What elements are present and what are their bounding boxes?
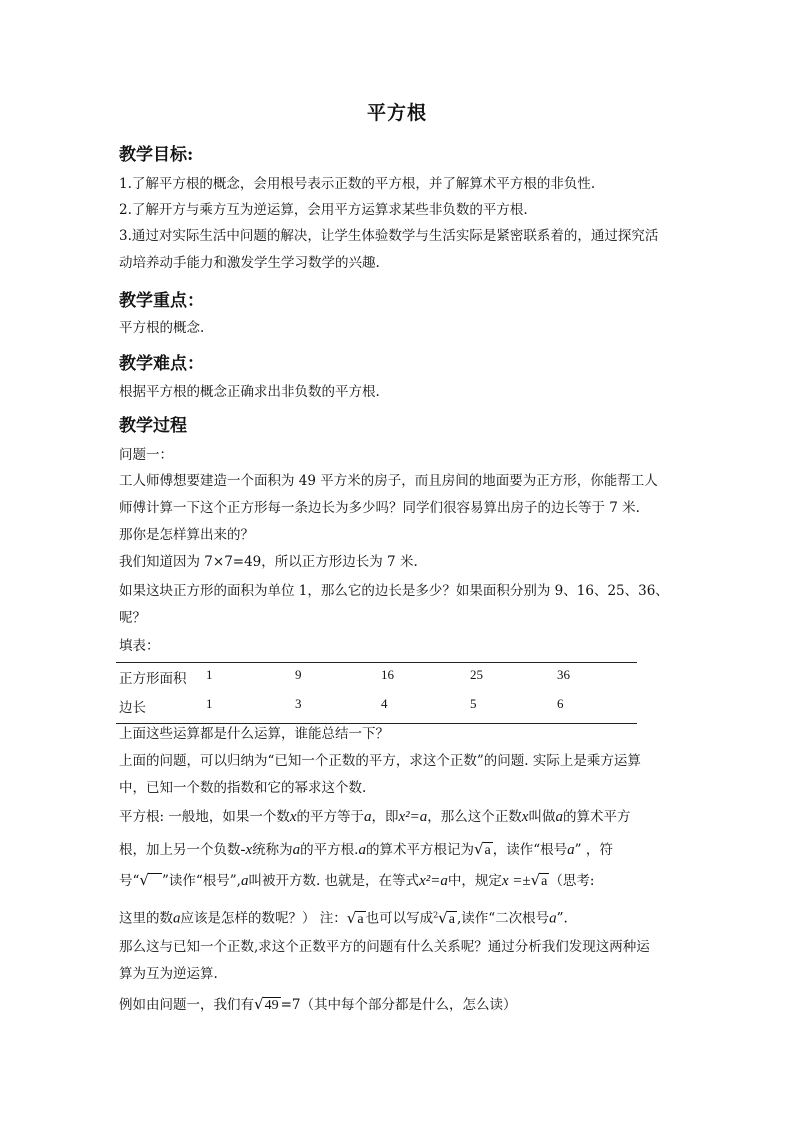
def-text: 的算术平方	[562, 809, 631, 825]
def-text: 平方根: 一般地，如果一个数	[119, 809, 290, 825]
table-cell: 16	[381, 667, 394, 682]
radicand: a	[541, 874, 548, 889]
table-cell: 5	[470, 696, 477, 711]
table-cell: 3	[295, 696, 302, 711]
table-cell: 1	[206, 696, 213, 711]
question-one-label: 问题一：	[119, 447, 173, 463]
heading-goals: 教学目标:	[119, 145, 194, 165]
goal-line-1: 1.了解平方根的概念，会用根号表示正数的平方根，并了解算术平方根的非负性.	[119, 176, 596, 192]
def-text: ”读作“根号”,	[161, 873, 241, 889]
unit-line-1: 如果这块正方形的面积为单位 1，那么它的边长是多少？如果面积分别为 9、16、25、36、	[119, 583, 669, 599]
def-text: 的算术平方根记为	[365, 842, 474, 858]
example-text: =7（其中每个部分都是什么，怎么读）	[280, 997, 517, 1013]
sqrt-a-expression	[346, 908, 366, 927]
var-a: a	[292, 842, 301, 858]
question-one-line-2: 师傅计算一下这个正方形每一条边长为多少吗？同学们很容易算出房子的边长等于 7 米.	[119, 500, 640, 516]
sqrt-49-expression	[254, 997, 281, 1013]
unit-line-2: 呢？	[119, 610, 146, 626]
def-text: 应该是怎样的数呢？） 注：	[180, 910, 347, 927]
radical-symbol	[139, 873, 162, 889]
sqrt2-a-expression	[433, 908, 457, 927]
goal-line-3: 3.通过对实际生活中问题的解决，让学生体验数学与生活实际是紧密联系着的，通过探究活	[119, 228, 659, 244]
summary-line-1: 上面的问题，可以归纳为“已知一个正数的平方，求这个正数”的问题. 实际上是乘方运算	[119, 753, 641, 769]
def-text: ” ，符	[574, 842, 613, 858]
definition-line-4	[119, 906, 568, 928]
table-cell: 4	[381, 696, 388, 711]
root-index: 2	[433, 910, 439, 919]
example-line	[119, 995, 516, 1014]
know-line: 我们知道因为 7×7=49，所以正方形边长为 7 米.	[119, 554, 418, 570]
radical-icon: √	[254, 995, 264, 1013]
fill-table-label: 填表：	[119, 638, 160, 654]
def-text: ，即	[371, 809, 399, 825]
definition-line-2	[119, 840, 613, 859]
table-bottom-rule	[116, 723, 637, 724]
def-text: ”.	[556, 910, 568, 927]
var-x: x	[289, 809, 297, 825]
def-text: 号“	[119, 873, 140, 889]
relation-line-1: 那么这与已知一个正数,求这个正数平方的问题有什么关系呢？通过分析我们发现这两种运	[119, 939, 650, 955]
sqrt-a-expression	[531, 873, 550, 889]
relation-line-2: 算为互为逆运算.	[119, 966, 218, 982]
def-text: （思考:	[549, 873, 595, 889]
table-row-label: 正方形面积	[119, 671, 187, 687]
def-text: ，读作“根号	[492, 842, 568, 858]
radicand: a	[357, 911, 364, 927]
def-text: 这里的数	[119, 910, 173, 927]
var-a: a	[173, 910, 181, 927]
var-a: a	[549, 910, 557, 927]
heading-key-point: 教学重点：	[119, 291, 204, 311]
def-text: 的平方等于	[296, 809, 365, 825]
var-neg-x: -x	[240, 842, 253, 858]
goal-line-4: 动培养动手能力和激发学生学习数学的兴趣.	[119, 255, 380, 271]
var-a: a	[358, 842, 366, 858]
definition-line-1	[119, 808, 630, 826]
def-text: 也可以写成	[365, 910, 434, 927]
var-a: a	[364, 809, 372, 825]
def-text: 统称为	[252, 842, 293, 858]
equation: x =±	[501, 873, 531, 889]
example-text: 例如由问题一，我们有	[119, 997, 254, 1013]
radical-icon: √	[473, 840, 484, 858]
def-text: ,读作“二次根号	[456, 910, 550, 927]
def-text: ，那么这个正数	[427, 809, 522, 825]
def-text: 根，加上另一个负数	[119, 842, 241, 858]
var-a: a	[567, 842, 575, 858]
radicand: a	[484, 843, 491, 858]
question-one-line-1: 工人师傅想要建造一个面积为 49 平方米的房子，而且房间的地面要为正方形，你能帮工人	[119, 473, 658, 489]
table-cell: 36	[557, 667, 570, 682]
equation: x²=a	[398, 809, 428, 825]
radical-icon: √	[346, 908, 357, 927]
summary-question: 上面这些运算都是什么运算，谁能总结一下？	[119, 726, 389, 742]
summary-line-2: 中，已知一个数的指数和它的幂求这个数.	[119, 780, 367, 796]
table-row-label: 边长	[119, 700, 146, 716]
table-cell: 6	[557, 696, 564, 711]
heading-difficulty: 教学难点：	[119, 354, 204, 374]
radical-icon: √	[530, 871, 541, 889]
key-point-text: 平方根的概念.	[119, 320, 205, 336]
table-cell: 1	[206, 667, 213, 682]
radicand: 49	[264, 998, 279, 1013]
var-a: a	[555, 809, 563, 825]
heading-process: 教学过程	[119, 416, 187, 436]
radical-icon: √	[139, 871, 149, 889]
difficulty-text: 根据平方根的概念正确求出非负数的平方根.	[119, 384, 380, 400]
radicand: a	[448, 911, 455, 927]
table-top-rule	[116, 662, 637, 663]
var-a: a	[240, 873, 249, 889]
equation: x²=a	[419, 873, 448, 889]
goal-line-2: 2.了解开方与乘方互为逆运算，会用平方运算求某些非负数的平方根.	[119, 202, 528, 218]
table-cell: 25	[470, 667, 483, 682]
def-text: 中，规定	[447, 873, 502, 889]
def-text: 叫被开方数. 也就是，在等式	[248, 873, 420, 889]
table-cell: 9	[295, 667, 302, 682]
page-title: 平方根	[366, 102, 427, 124]
radical-icon: √	[438, 908, 448, 927]
sqrt-a-expression	[474, 842, 493, 858]
def-text: 叫做	[528, 809, 556, 825]
def-text: 的平方根.	[300, 842, 359, 858]
definition-line-3	[119, 871, 594, 890]
var-x: x	[521, 809, 529, 825]
question-one-line-3: 那你是怎样算出来的？	[119, 527, 254, 543]
